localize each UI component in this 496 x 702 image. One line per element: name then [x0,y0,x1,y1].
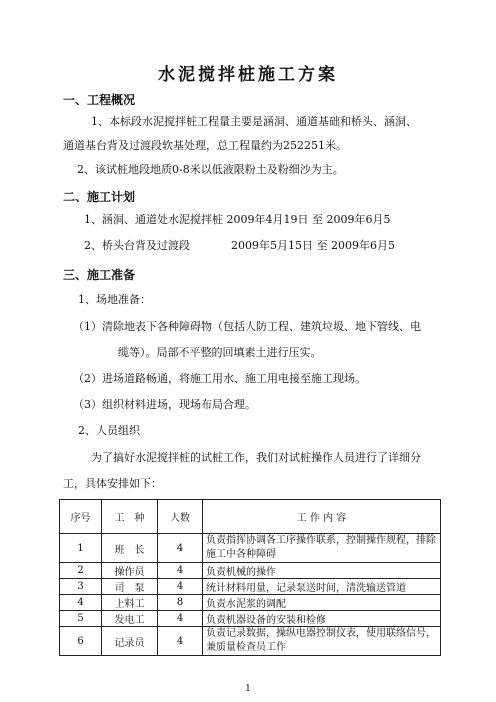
overview-paragraph-1-line-1: 1、本标段水泥搅拌桩工程量主要是涵洞、通道基础和桥头、涵洞、 [91,115,417,128]
cell-no: 5 [60,611,102,627]
overview-paragraph-2: 2、该试桩地段地质0-8米以低液限粉土及粉细沙为主。 [77,163,344,176]
cell-content: 负责机械的操作 [203,563,441,579]
cell-no: 3 [60,579,102,595]
site-preparation-label: 1、场地准备： [78,293,151,306]
cell-content: 统计材料用量，记录泵送时间，清洗输送管道 [203,579,441,595]
personnel-table [59,499,441,656]
cell-no: 1 [60,534,102,563]
cell-no: 6 [60,627,102,656]
cell-content: 负责记录数据，操纵电器控制仪表，使用联络信号，兼质量检查员工作 [203,627,441,656]
header-type: 工 种 [102,500,158,534]
cell-type: 司 泵 [102,579,158,595]
schedule-line-1: 1、涵洞、通道处水泥搅拌桩 2009年4月19日 至 2009年6月5 [84,213,391,226]
header-count: 人数 [158,500,203,534]
personnel-paragraph-line-2: 工，具体安排如下： [63,477,162,490]
cell-count: 4 [158,534,203,563]
cell-type: 记录员 [102,627,158,656]
page-number: 1 [245,684,251,694]
cell-no: 4 [60,595,102,611]
cell-count: 8 [158,595,203,611]
personnel-paragraph-line-1: 为了搞好水泥搅拌桩的试桩工作，我们对试桩操作人员进行了详细分 [91,451,421,464]
cell-count: 4 [158,611,203,627]
cell-content: 负责指挥协调各工序操作联系，控制操作规程，排除施工中各种障碍 [203,534,441,563]
cell-type: 发电工 [102,611,158,627]
table-row [60,579,441,595]
section-heading-schedule: 二、施工计划 [63,190,136,204]
document-title: 水泥搅拌桩施工方案 [158,65,338,85]
header-content: 工 作 内 容 [203,500,441,534]
section-heading-overview: 一、工程概况 [63,93,136,107]
cell-type: 操作员 [102,563,158,579]
schedule-line-2-label: 2、桥头台背及过渡段 [84,239,190,252]
table-header-row [60,500,441,534]
cell-type: 上料工 [102,595,158,611]
prep-item-2: （2）进场道路畅通，将施工用水、施工用电接至施工现场。 [73,372,366,385]
prep-item-3: （3）组织材料进场，现场布局合理。 [73,398,256,411]
table-row [60,563,441,579]
cell-type: 班 长 [102,534,158,563]
cell-content: 负责水泥浆的调配 [203,595,441,611]
table-row [60,627,441,656]
header-no: 序号 [60,500,102,534]
section-heading-preparation: 三、施工准备 [63,268,136,282]
schedule-line-2-dates: 2009年5月15日 至 2009年6月5 [231,239,395,252]
cell-count: 4 [158,627,203,656]
overview-paragraph-1-line-2: 通道基台背及过渡段软基处理，总工程量约为252251米。 [63,139,347,152]
cell-content: 负责机器设备的安装和检修 [203,611,441,627]
table-row [60,595,441,611]
personnel-label: 2、人员组织 [78,424,140,437]
cell-count: 4 [158,563,203,579]
cell-no: 2 [60,563,102,579]
prep-item-1-line-2: 缆等）。局部不平整的回填素土进行压实。 [118,346,322,359]
table-row [60,534,441,563]
prep-item-1-line-1: （1）清除地表下各种障碍物（包括人防工程、建筑垃圾、地下管线、电 [73,320,421,333]
cell-count: 4 [158,579,203,595]
table-row [60,611,441,627]
